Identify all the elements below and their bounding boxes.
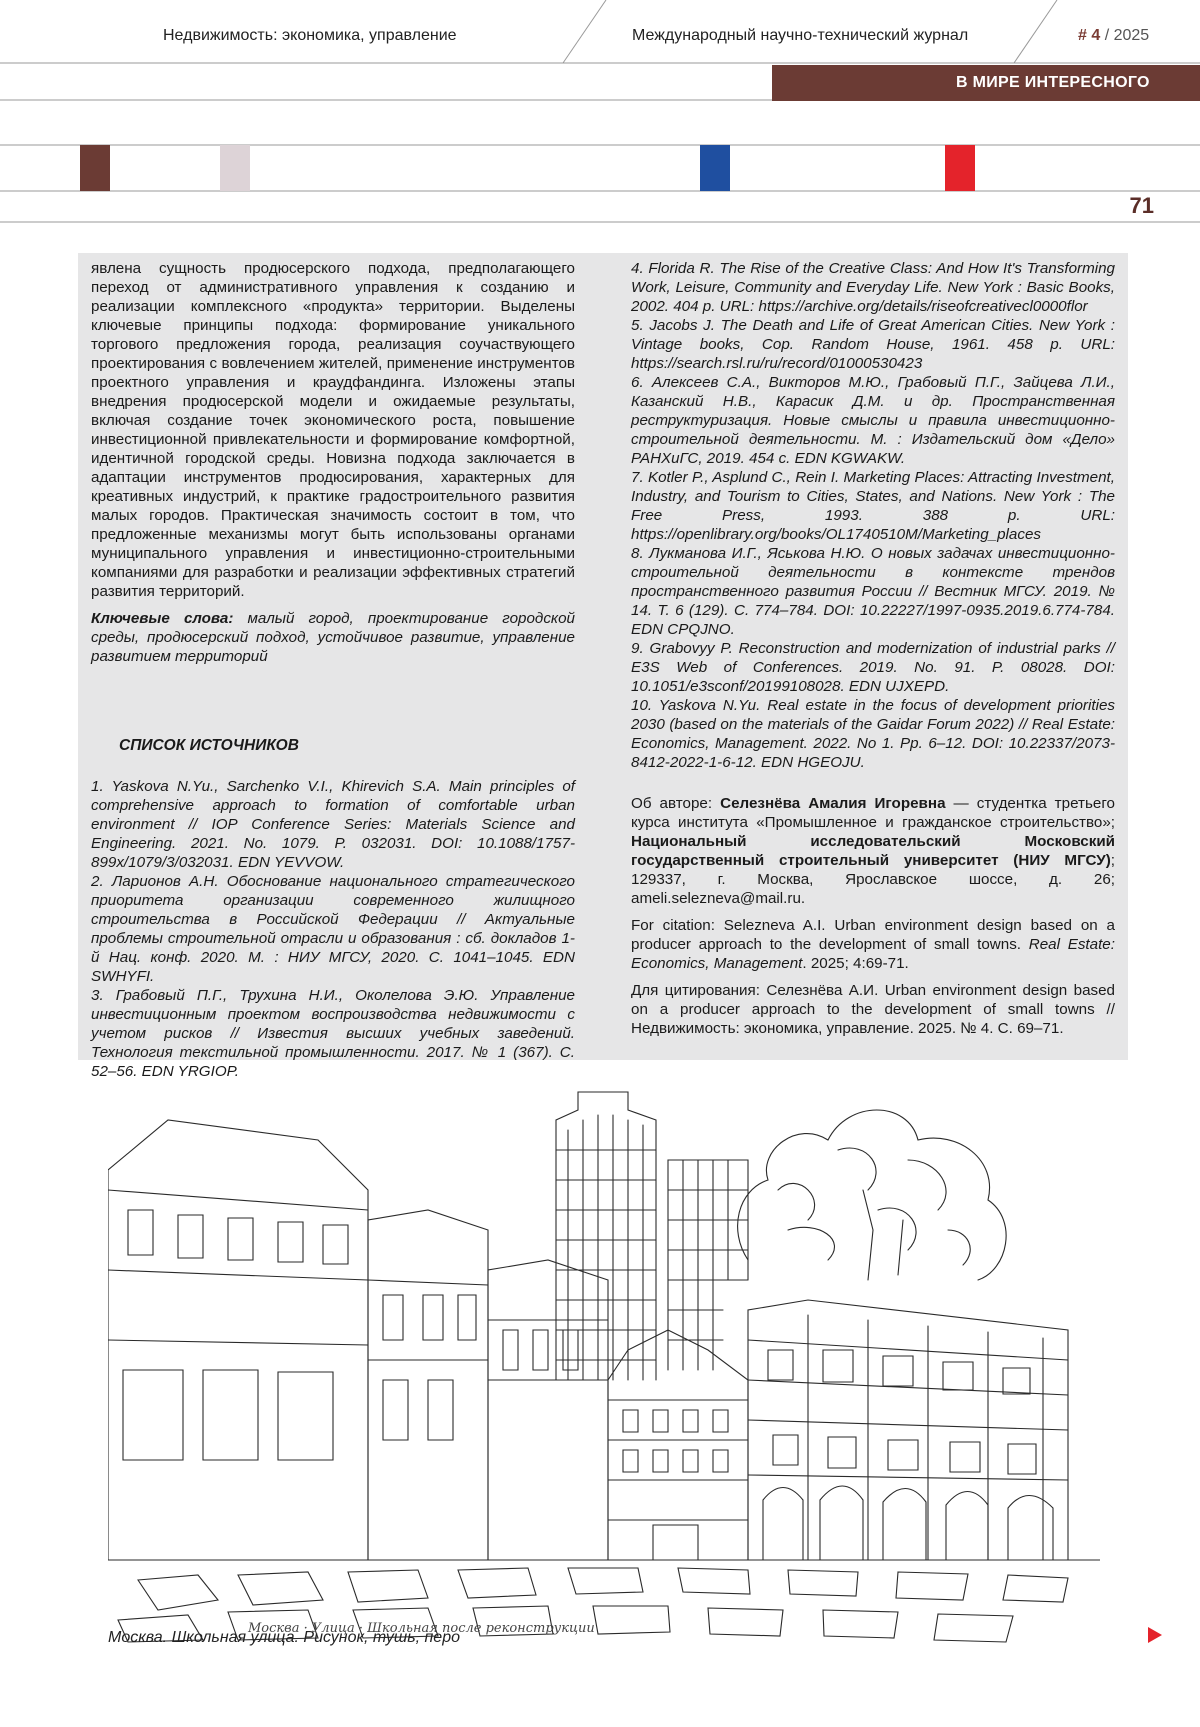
journal-title: Недвижимость: экономика, управление (163, 27, 457, 44)
citation-russian: Для цитирования: Селезнёва А.И. Urban environment design based on a producer approach to the development of small towns // Недвижимость: экономика, управление. 2025. № 4. С. 69–71. (631, 982, 1115, 1037)
header-rules (0, 0, 1200, 230)
right-column (631, 259, 1115, 1038)
citation-english-tail: . 2025; 4:69-71. (802, 955, 909, 972)
author-info (631, 794, 1115, 908)
citation-english-journal: Real Estate: Economics, Management (631, 936, 1115, 972)
header-slash-2 (1014, 0, 1057, 63)
reference-item: 8. Лукманова И.Г., Яськова Н.Ю. О новых задачах инвестиционно-строительной деятельности в контексте трендов пространственного развития России // Вестник МГСУ. 2019. № 14. Т. 6 (129). С. 774–784. DOI: 10.22227/1997-0935.2019.6.774-784. EDN CPQJNO. (631, 545, 1115, 638)
skyscraper-outline (556, 1092, 656, 1380)
header-slash-1 (563, 0, 606, 63)
citation-english (631, 916, 1115, 973)
color-swatch-light (220, 145, 250, 191)
sketch-inscription: Москва · Улица · Школьная после реконструкции (248, 1621, 595, 1636)
left-column (91, 259, 575, 1081)
color-swatch-brown (80, 145, 110, 191)
abstract-text: явлена сущность продюсерского подхода, предполагающего переход от административного управления к созданию и реализации комплексного «продукта» территории. Выделены ключевые принципы подхода: формирование уникального торгового предложения города, реализация соучаствующего проектирования с вовлечением жителей, применение инструментов проектного управления и краудфандинга. Изложены этапы внедрения продюсерской модели и ожидаемые результаты, включая создание точек экономического роста, повышение инвестиционной привлекательности и формирование комфортной, идентичной городской среды. Новизна подхода заключается в адаптации инструментов продюсирования, характерных для креативных индустрий, к практике градостроительного развития малых городов. Практическая значимость состоит в том, что предложенные механизмы могут быть использованы органами муниципального управления и инвестиционно-строительными компаниями для разработки и реализации эффективных стратегий развития территорий. (91, 260, 575, 600)
author-prefix: Об авторе: (631, 795, 713, 812)
keywords-text: малый город, проектирование городской среды, продюсерский подход, устойчивое развитие, управление развитием территорий (91, 610, 575, 665)
references-title: СПИСОК ИСТОЧНИКОВ (119, 737, 299, 754)
next-page-arrow-icon[interactable] (1146, 1626, 1164, 1644)
issue-label: # 4 (1078, 27, 1101, 44)
reference-item: 10. Yaskova N.Yu. Real estate in the focus of development priorities 2030 (based on the materials of the Gaidar Forum 2022) // Real Estate: Economics, Management. 2022. No 1. Pp. 6–12. DOI: 10.22337/2073-8412-2022-1-6-12. EDN HGEOJU. (631, 697, 1115, 771)
right-building-outline (748, 1300, 1068, 1560)
tree-canopy (738, 1110, 1007, 1280)
color-swatch-blue (700, 145, 730, 191)
arcade-arches (763, 1486, 1053, 1560)
journal-subtitle: Международный научно-технический журнал (632, 27, 969, 44)
street-sketch-illustration (108, 1080, 1100, 1645)
reference-item: 4. Florida R. The Rise of the Creative Class: And How It's Transforming Work, Leisure, Community and Everyday Life. New York : Basic Books, 2002. 404 p. URL: https://archive.org/details/riseofcreativecl0000flor (631, 260, 1115, 315)
keywords (91, 609, 575, 666)
color-swatch-red (945, 145, 975, 191)
keywords-label: Ключевые слова: (91, 610, 234, 627)
section-label: В МИРЕ ИНТЕРЕСНОГО (772, 65, 1200, 101)
figure-caption: Москва. Школьная улица. Рисунок, тушь, перо (108, 1629, 460, 1646)
author-university: Национальный исследовательский Московский государственный строительный университет (НИУ МГСУ) (631, 833, 1115, 869)
reference-item: 2. Ларионов А.Н. Обоснование национального стратегического приоритета организации современного жилищного строительства в Российской Федерации // Актуальные проблемы строительной отрасли и образования : сб. докладов 1-й Нац. конф. 2020. М. : НИУ МГСУ, 2020. С. 1041–1045. EDN SWHYFI. (91, 873, 575, 985)
reference-item: 1. Yaskova N.Yu., Sarchenko V.I., Khirevich S.A. Main principles of comprehensive approach to formation of comfortable urban environment // IOP Conference Series: Materials Science and Engineering. 2021. No. 1079. P. 032031. DOI: 10.1088/1757-899x/1079/3/032031. EDN YEVVOW. (91, 778, 575, 871)
reference-item: 7. Kotler P., Asplund C., Rein I. Marketing Places: Attracting Investment, Industry, and Tourism to Cities, States, and Nations. New York : The Free Press, 1993. 388 p. URL: https://openlibrary.org/books/OL1740510M/Marketing_places (631, 469, 1115, 543)
reference-item: 3. Грабовый П.Г., Трухина Н.И., Околелова Э.Ю. Управление инвестиционным проектом воспроизводства недвижимости с учетом рисков // Известия высших учебных заведений. Технология текстильной промышленности. 2017. № 1 (367). С. 52–56. EDN YRGIOP. (91, 987, 575, 1080)
reference-item: 6. Алексеев С.А., Викторов М.Ю., Грабовый П.Г., Зайцева Л.И., Казанский Н.В., Карасик Д.М. и др. Пространственная реструктуризация. Новые смыслы и правила инвестиционно-строительной деятельности. М. : Издательский дом «Дело» РАНХиГС, 2019. 454 с. EDN KGWAKW. (631, 374, 1115, 467)
author-name: Селезнёва Амалия Игоревна (720, 795, 946, 812)
citation-english-text: For citation: Selezneva A.I. Urban environment design based on a producer approach to the development of small towns. (631, 917, 1115, 953)
left-house-3 (488, 1260, 608, 1560)
reference-item: 9. Grabovyy P. Reconstruction and modernization of industrial parks // E3S Web of Conferences. 2019. No. 91. P. 08028. DOI: 10.1051/e3sconf/20199108028. EDN UJXEPD. (631, 640, 1115, 695)
author-role: — студентка третьего курса института «Промышленное и гражданское строительство»; (631, 795, 1115, 831)
issue-year: / 2025 (1104, 27, 1150, 44)
reference-item: 5. Jacobs J. The Death and Life of Great American Cities. New York : Vintage books, Cop. Random House, 1961. 458 p. URL: https://search.rsl.ru/ru/record/01000530423 (631, 317, 1115, 372)
page-number: 71 (1129, 193, 1154, 218)
author-address: ; 129337, г. Москва, Ярославское шоссе, д. 26; ameli.selezneva@mail.ru. (631, 852, 1115, 907)
left-house-1 (108, 1120, 368, 1560)
tower-outline (668, 1160, 748, 1370)
